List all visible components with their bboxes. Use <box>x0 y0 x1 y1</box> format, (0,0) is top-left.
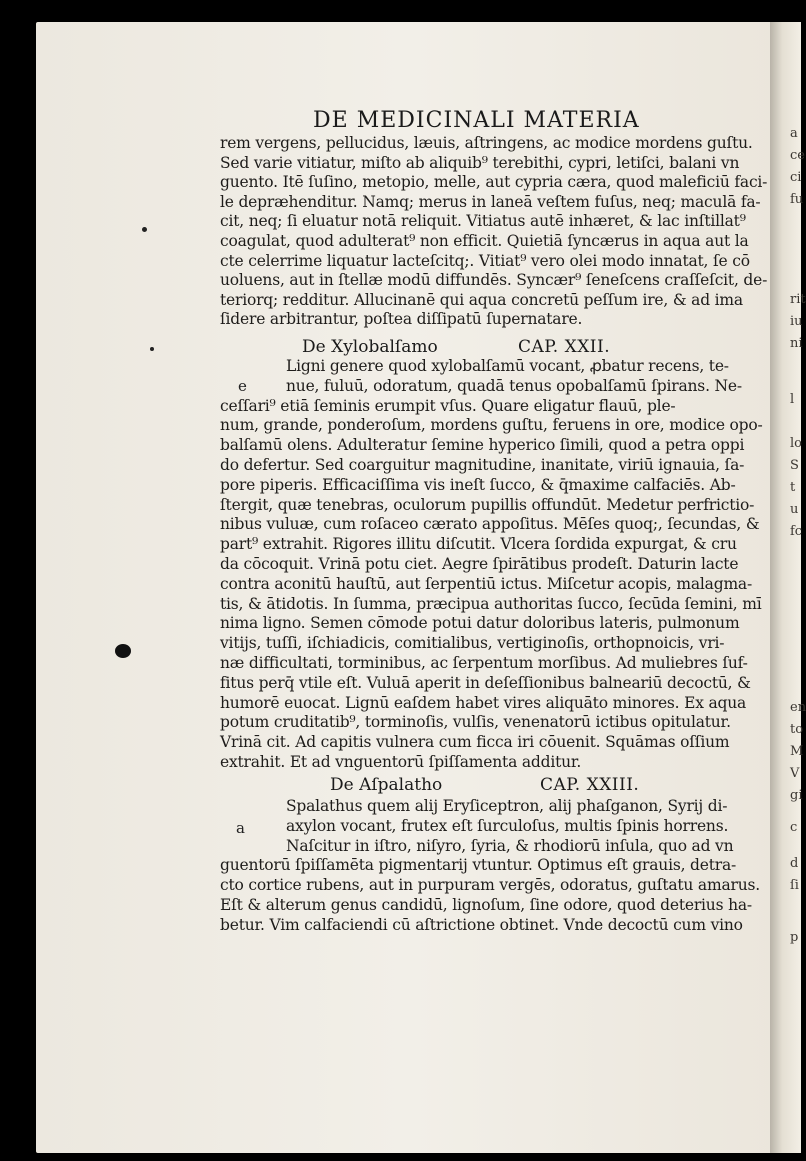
text-line: cit, neq; ſi eluatur notā reliquit. Vitiatus autē inhæret, & lac inſtillat⁹ <box>220 212 746 231</box>
margin-note: a <box>236 819 245 837</box>
text-line: guento. Itē ſuſino, metopio, melle, aut cypria cæra, quod maleficiū faci- <box>220 173 768 192</box>
text-line: Eſt & alterum genus candidū, lignoſum, ſine odore, quod deterius ha- <box>220 896 752 914</box>
text-line: do defertur. Sed coarguitur magnitudine, inanitate, viriū ignauia, ſa- <box>220 456 745 474</box>
text-line: axylon vocant, frutex eſt ſurculoſus, multis ſpinis horrens. <box>286 816 729 835</box>
text-line: part⁹ extrahit. Rigores illitu diſcutit. Vlcera ſordida expurgat, & cru <box>220 535 737 554</box>
ink-blot <box>115 644 131 658</box>
text-line: le depræhenditur. Namq; merus in laneā veſtem fuſus, neq; maculā fa- <box>220 192 761 211</box>
facing-page-letter: V <box>790 766 800 781</box>
facing-page-letter: a <box>790 126 798 141</box>
text-line: num, grande, ponderoſum, mordens guſtu, feruens in ore, modice opo- <box>220 416 763 435</box>
margin-note: e <box>238 377 247 395</box>
facing-page-letter: S <box>790 458 799 473</box>
text-line: cte celerrime liquatur lacteſcitq;. Vitiat⁹ vero olei modo innatat, ſe cō <box>220 251 750 270</box>
facing-page-letter: gi <box>790 788 803 803</box>
text-line: ſtergit, quæ tenebras, oculorum pupillis offundūt. Medetur perfrictio- <box>220 495 755 514</box>
facing-page-letter: l <box>790 392 795 407</box>
text-line: Vrinā cit. Ad capitis vulnera cum ficca iri cōuenit. Squāmas oſſium <box>220 733 730 752</box>
text-line: contra aconitū hauſtū, aut ſerpentiū ictus. Miſcetur acopis, malagma- <box>220 574 753 593</box>
facing-page-letter: ni <box>790 336 803 351</box>
facing-page-letter: ſi <box>790 878 799 893</box>
facing-page-letter: t <box>790 480 796 495</box>
text-line: betur. Vim calfaciendi cū aſtrictione obtinet. Vnde decoctū cum vino <box>220 915 743 934</box>
facing-page-letter: to <box>790 722 804 737</box>
text-line: Sed varie vitiatur, miſto ab aliquib⁹ terebithi, cypri, letiſci, balani vn <box>220 153 740 172</box>
text-line: nima ligno. Semen cōmode potui datur doloribus lateris, pulmonum <box>220 614 740 633</box>
text-line: fitus perq̄ vtile eſt. Vuluā aperit in deſeſſionibus balneariū decoctū, & <box>220 673 751 692</box>
ink-speck <box>150 347 154 351</box>
facing-page-letter: ce <box>790 148 805 163</box>
text-line: guentorū ſpiſſamēta pigmentarij vtuntur. Optimus eſt grauis, detra- <box>220 856 737 875</box>
text-line: Spalathus quem alij Eryſiceptron, alij phaſganon, Syrij di- <box>286 797 728 815</box>
text-line: ſidere arbitrantur, poſtea diſſipatū ſupernatare. <box>220 310 583 329</box>
facing-page-letter: fu <box>790 192 804 207</box>
chapter-number-23: CAP. XXIII. <box>540 775 640 795</box>
text-line: ceſſari⁹ etiā ſeminis erumpit vſus. Quare eligatur flauū, ple- <box>220 396 676 415</box>
ink-speck <box>142 227 147 232</box>
facing-page-letter: rit <box>790 292 806 307</box>
text-line: pore piperis. Efficaciſſima vis ineſt ſucco, & q̄maxime calfaciēs. Ab- <box>220 475 736 494</box>
facing-page-letter: u <box>790 502 799 517</box>
text-line: Naſcitur in iſtro, niſyro, ſyria, & rhodiorū inſula, quo ad vn <box>286 836 734 855</box>
facing-page-letter: en <box>790 700 806 715</box>
facing-page-letter: iu <box>790 314 803 329</box>
text-line: vitijs, tuſſi, iſchiadicis, comitialibus, vertiginoſis, orthopnoicis, vri- <box>220 634 725 653</box>
text-line: rem vergens, pellucidus, læuis, aſtringens, ac modice mordens guſtu. <box>220 134 753 152</box>
section-heading-xylobalsamo: De Xylobalſamo <box>302 337 438 357</box>
facing-page-letter: c <box>790 820 798 835</box>
text-line: cto cortice rubens, aut in purpuram vergēs, odoratus, guſtatu amarus. <box>220 876 760 895</box>
text-line: tis, & ātidotis. In ſumma, præcipua authoritas ſucco, ſecūda ſemini, mī <box>220 594 762 613</box>
text-line: nue, fuluū, odoratum, quadā tenus opobalſamū ſpirans. Ne- <box>286 376 742 395</box>
text-line: coagulat, quod adulterat⁹ non efficit. Quietiā ſyncærus in aqua aut la <box>220 232 749 250</box>
facing-page-letter: ci <box>790 170 802 185</box>
text-line: potum cruditatib⁹, torminoſis, vulſis, venenatorū ictibus opitulatur. <box>220 713 731 732</box>
text-line: extrahit. Et ad vnguentorū ſpiſſamenta additur. <box>220 753 582 771</box>
text-line: Ligni genere quod xylobalſamū vocant, ꝓbatur recens, te- <box>286 357 729 375</box>
section-heading-aspalatho: De Aſpalatho <box>330 775 443 795</box>
text-line: uoluens, aut in ſtellæ modū diffundēs. Syncær⁹ ſeneſcens craſſeſcit, de- <box>220 271 768 290</box>
facing-page-letter: fc <box>790 524 803 539</box>
facing-page-letter: p <box>790 930 799 945</box>
text-line: næ difficultati, torminibus, ac ſerpentum morſibus. Ad muliebres ſuf- <box>220 654 748 672</box>
text-line: teriorq; redditur. Allucinanē qui aqua concretū peſſum ire, & ad ima <box>220 290 743 309</box>
text-line: balſamū olens. Adulteratur ſemine hyperico ſimili, quod a petra oppi <box>220 436 745 455</box>
text-line: humorē euocat. Lignū eaſdem habet vires aliquāto minores. Ex aqua <box>220 693 747 712</box>
page-title: DE MEDICINALI MATERIA <box>313 108 640 133</box>
facing-page-letter: M <box>790 744 804 759</box>
facing-page-letter: lo <box>790 436 802 451</box>
facing-page-letter: d <box>790 856 799 871</box>
text-line: nibus vuluæ, cum roſaceo cærato appoſitus. Mēſes quoq;, ſecundas, & <box>220 515 760 534</box>
text-line: da cōcoquit. Vrinā potu ciet. Aegre ſpirātibus prodeſt. Daturin lacte <box>220 555 739 573</box>
chapter-number-22: CAP. XXII. <box>518 337 611 357</box>
